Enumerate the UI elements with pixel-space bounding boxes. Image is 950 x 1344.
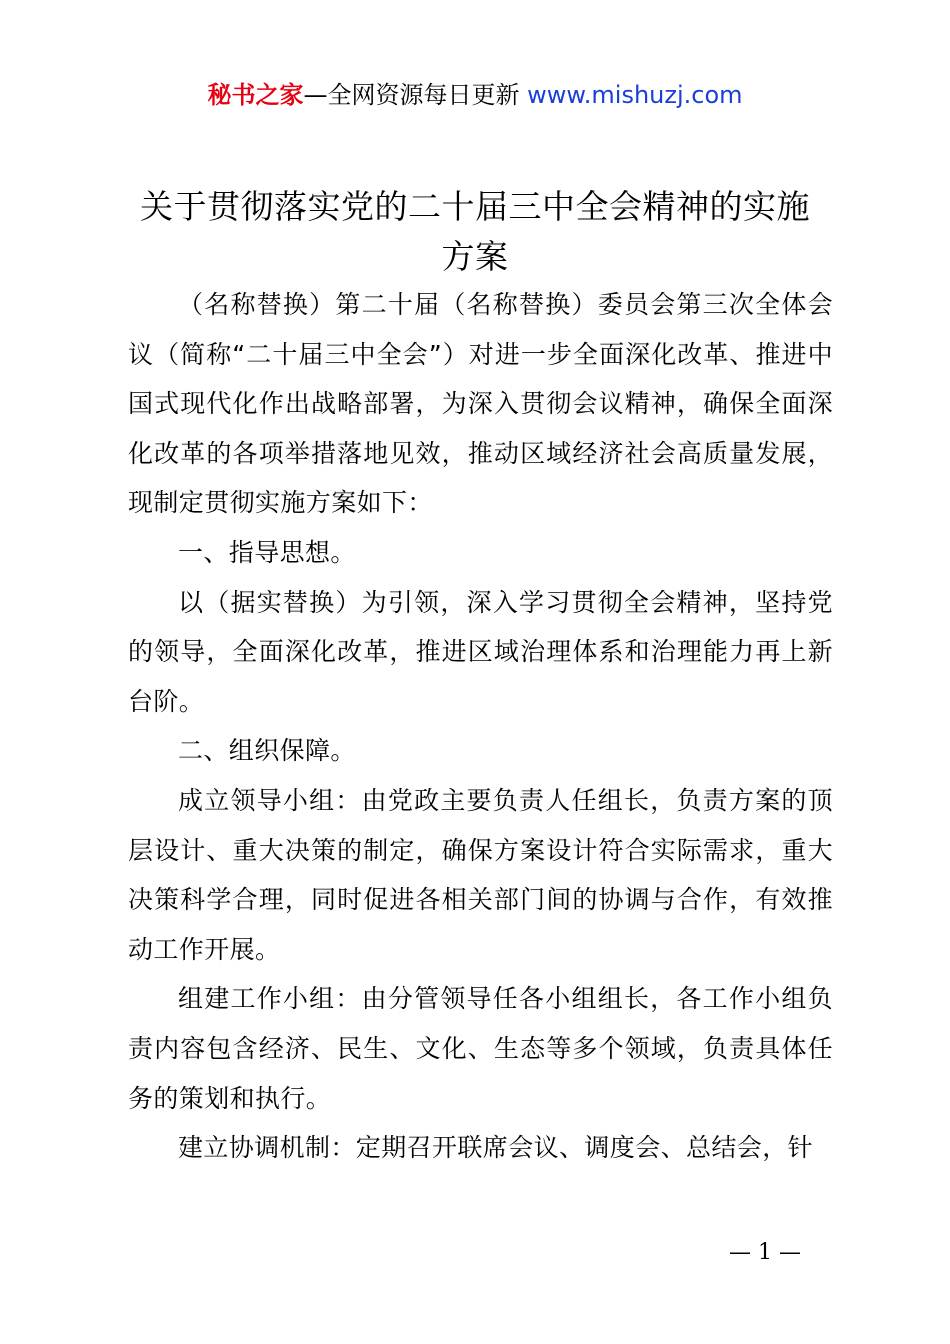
title-line-2: 方案 [441, 237, 509, 276]
site-banner [0, 78, 950, 112]
brand-name: 秘书之家 [207, 81, 304, 109]
guiding-ideology-paragraph: 以（据实替换）为引领，深入学习贯彻全会精神，坚持党的领导，全面深化改革，推进区域治理体系和治理能力再上新台阶。 [128, 587, 833, 716]
section-heading-guiding-ideology: 一、指导思想。 [178, 537, 356, 567]
banner-tagline: —全网资源每日更新 [303, 81, 528, 109]
site-url-link[interactable]: www.mishuzj.com [527, 81, 743, 109]
coordination-mechanism-paragraph: 建立协调机制：定期召开联席会议、调度会、总结会，针 [178, 1133, 814, 1163]
title-line-1: 关于贯彻落实党的二十届三中全会精神的实施 [140, 187, 810, 226]
document-body [128, 280, 833, 1173]
document-title [118, 182, 832, 282]
page-number: — 1 — [729, 1240, 801, 1265]
leading-group-paragraph: 成立领导小组：由党政主要负责人任组长，负责方案的顶层设计、重大决策的制定，确保方案设计符合实际需求，重大决策科学合理，同时促进各相关部门间的协调与合作，有效推动工作开展。 [128, 785, 833, 964]
section-heading-organizational-guarantee: 二、组织保障。 [178, 736, 356, 766]
intro-paragraph: （名称替换）第二十届（名称替换）委员会第三次全体会议（简称“二十届三中全会”）对进一步全面深化改革、推进中国式现代化作出战略部署，为深入贯彻会议精神，确保全面深化改革的各项举措落地见效，推动区域经济社会高质量发展，现制定贯彻实施方案如下： [128, 290, 833, 518]
working-group-paragraph: 组建工作小组：由分管领导任各小组组长，各工作小组负责内容包含经济、民生、文化、生态等多个领域，负责具体任务的策划和执行。 [128, 984, 833, 1113]
